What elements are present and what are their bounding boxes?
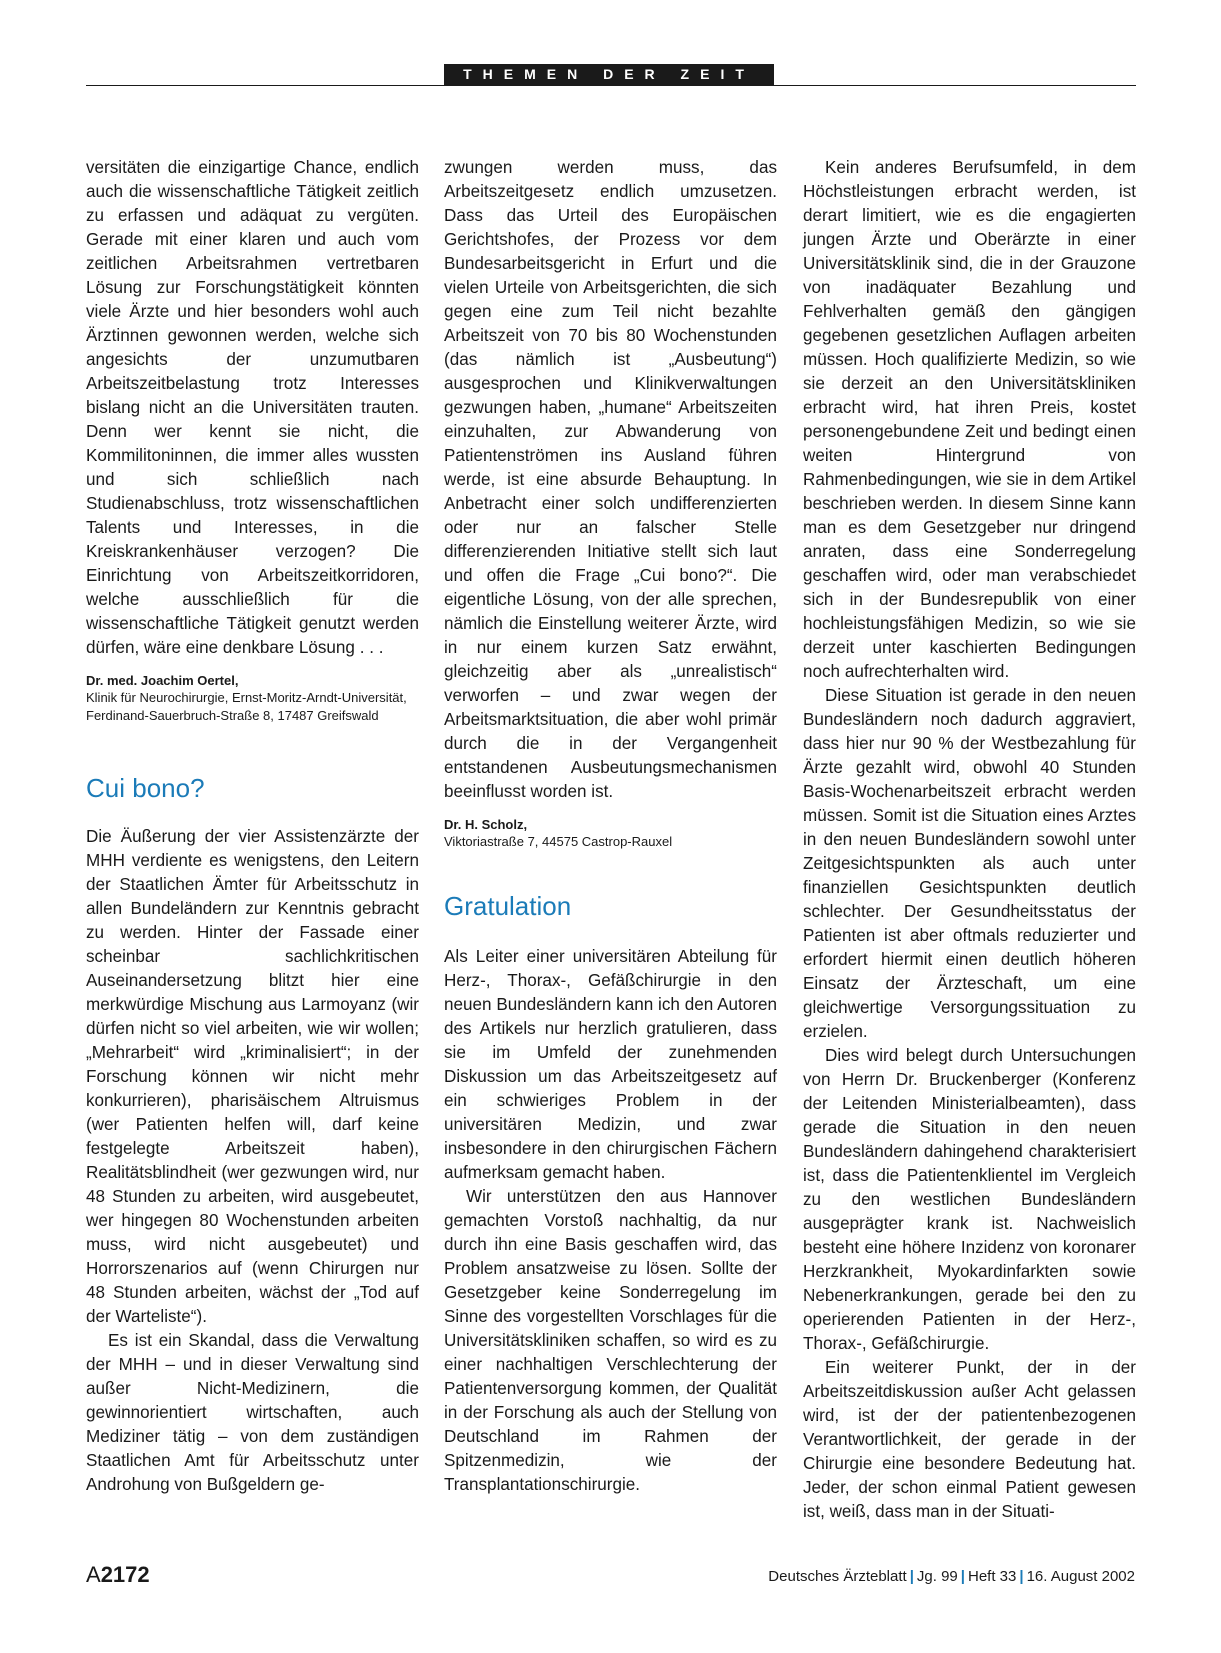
letter2-paragraph-2: Es ist ein Skandal, dass die Verwaltung der MHH – und in dieser Verwaltung sind außer Nicht-Medizinern, die gewinnorientiert wirtschaften, auch Mediziner tätig – von dem zuständigen Staatlichen Amt für Arbeitsschutz unter Androhung von Bußgeldern ge- bbox=[86, 1331, 419, 1494]
issue: Heft 33 bbox=[967, 1568, 1017, 1585]
letter3-paragraph-4: Diese Situation ist gerade in den neuen Bundesländern noch dadurch aggraviert, dass hier nur 90 % der Westbezahlung für Ärzte gezahlt wird, obwohl 40 Stunden Basis-Wochenarbeitszeit erbracht werden müssen. Somit ist die Situation eines Arztes in den neuen Bundesländern sowohl unter Zeitgesichtspunkten als auch unter finanziellen Gesichtspunkten deutlich schlechter. Der Gesundheitsstatus der Patienten ist aber oftmals reduzierter und erfordert hiermit einen deutlich höheren Einsatz der Ärzteschaft, um eine gleichwertige Versorgungssituation zu erzielen. bbox=[803, 686, 1136, 1041]
separator: | bbox=[1019, 1568, 1024, 1585]
letter3-paragraph-5: Dies wird belegt durch Untersuchungen von Herrn Dr. Bruckenberger (Konferenz der Leitenden Ministerialbeamten), dass gerade die Situation in den neuen Bundesländern dahingehend charakterisiert ist, dass die Patientenklientel im Vergleich zu den westlichen Bundesländern ausgeprägter krank ist. Nachweislich besteht eine höhere Inzidenz von koronarer Herzkrankheit, Myokardinfarkten sowie Nebenerkrankungen, gerade bei den zu operierenden Patienten in der Herz-, Thorax-, Gefäßchirurgie. bbox=[803, 1046, 1136, 1353]
letter2-author: Dr. H. Scholz, bbox=[444, 817, 528, 832]
page-number-value: 2172 bbox=[100, 1562, 150, 1587]
journal-name: Deutsches Ärzteblatt bbox=[768, 1568, 907, 1585]
separator: | bbox=[960, 1568, 965, 1585]
letter3-paragraph-6: Ein weiterer Punkt, der in der Arbeitszeitdiskussion außer Acht gelassen wird, ist der der patientenbezogenen Verantwortlichkeit, der gerade in der Chirurgie eine besondere Bedeutung hat. Jeder, der schon einmal Patient gewesen ist, weiß, dass man in der Situati- bbox=[803, 1358, 1136, 1521]
letter3-paragraph-1: Als Leiter einer universitären Abteilung für Herz-, Thorax-, Gefäßchirurgie in den neuen Bundesländern kann ich den Autoren des Artikels nur herzlich gratulieren, dass sie im Umfeld der zunehmenden Diskussion um das Arbeitszeitgesetz auf ein schwieriges Problem in der universitären Medizin, und zwar insbesondere in den chirurgischen Fächern aufmerksam gemacht haben. bbox=[444, 947, 777, 1182]
letter3-paragraph-2: Wir unterstützen den aus Hannover gemachten Vorstoß nachhaltig, da nur durch ihn eine Basis geschaffen wird, das Problem ansatzweise zu lösen. Sollte der Gesetzgeber keine Sonderregelung im Sinne des vorgestellten Vorschlages für die Universitätskliniken schaffen, so wird es zu einer nachhaltigen Verschlechterung der Patientenversorgung kommen, der Qualität in der Forschung als auch der Stellung von Deutschland im Rahmen der Spitzenmedizin, wie der Transplantationschirurgie. bbox=[444, 1187, 777, 1494]
letter1-author: Dr. med. Joachim Oertel, bbox=[86, 673, 239, 688]
letter2-address: Viktoriastraße 7, 44575 Castrop-Rauxel bbox=[444, 834, 673, 849]
publication-date: 16. August 2002 bbox=[1026, 1568, 1135, 1585]
page-number bbox=[86, 1562, 150, 1588]
letter3-paragraph-3: Kein anderes Berufsumfeld, in dem Höchstleistungen erbracht werden, ist derart limitiert, wie es die engagierten jungen Ärzte und Oberärzte in einer Universitätsklinik sind, die in der Grauzone von inadäquater Bezahlung und Fehlverhalten gemäß den gängigen gegebenen gesetzlichen Auflagen arbeiten müssen. Hoch qualifizierte Medizin, so wie sie derzeit an den Universitätskliniken erbracht wird, hat ihren Preis, kostet personengebundene Zeit und bedingt einen weiten Hintergrund von Rahmenbedingungen, wie sie in dem Artikel beschrieben werden. In diesem Sinne kann man es dem Gesetzgeber nur dringend anraten, dass eine Sonderregelung geschaffen wird, oder man verabschiedet sich in der Bundesrepublik von einer hochleistungsfähigen Medizin, so wie sie derzeit unter kaschierten Bedingungen noch aufrechterhalten wird. bbox=[803, 158, 1136, 681]
heading-gratulation: Gratulation bbox=[444, 891, 572, 921]
column-3 bbox=[803, 156, 1136, 1524]
letter1-affiliation: Klinik für Neurochirurgie, Ernst-Moritz-Arndt-Universität, bbox=[86, 690, 407, 705]
letter2-paragraph-1: Die Äußerung der vier Assistenzärzte der MHH verdiente es wenigstens, den Leitern der Staatlichen Ämter für Arbeitsschutz in allen Bundeländern zur Kenntnis gebracht zu werden. Hinter der Fassade einer scheinbar sachlichkritischen Auseinandersetzung blitzt hier eine merkwürdige Mischung aus Larmoyanz (wir dürfen nicht so viel arbeiten, wie wir wollen; „Mehrarbeit“ wird „kriminalisiert“; in der Forschung können wir nicht mehr konkurrieren), pharisäischem Altruismus (wer Patienten helfen will, darf keine festgelegte Arbeitszeit haben), Realitätsblindheit (wer gezwungen wird, nur 48 Stunden zu arbeiten, wird ausgebeutet, wer hingegen 80 Wochenstunden arbeiten muss, wird nicht ausgebeutet) und Horrorszenarios auf (wenn Chirurgen nur 48 Stunden arbeiten, wächst der „Tod auf der Warteliste“). bbox=[86, 827, 419, 1326]
page-prefix: A bbox=[86, 1562, 101, 1587]
header-rule bbox=[86, 85, 1136, 86]
letter2-paragraph-3: zwungen werden muss, das Arbeitszeitgesetz endlich umzusetzen. Dass das Urteil des Europäischen Gerichtshofes, der Prozess vor dem Bundesarbeitsgericht in Erfurt und die vielen Urteile von Arbeitsgerichten, die sich gegen eine zum Teil nicht bezahlte Arbeitszeit von 70 bis 80 Wochenstunden (das nämlich ist „Ausbeutung“) ausgesprochen und Klinikverwaltungen gezwungen haben, „humane“ Arbeitszeiten einzuhalten, zur Abwanderung von Patientenströmen ins Ausland führen werde, ist eine absurde Behauptung. In Anbetracht einer solch undifferenzierten oder nur an falscher Stelle differenzierenden Initiative stellt sich laut und offen die Frage „Cui bono?“. Die eigentliche Lösung, von der alle sprechen, nämlich die Einstellung weiterer Ärzte, wird in nur einem kurzen Satz erwähnt, gleichzeitig aber als „unrealistisch“ verworfen – und zwar wegen der Arbeitsmarktsituation, die aber wohl primär durch die in der Vergangenheit entstandenen Ausbeutungsmechanismen beeinflusst worden ist. bbox=[444, 158, 777, 801]
publication-info bbox=[768, 1568, 1135, 1585]
letter1-address: Ferdinand-Sauerbruch-Straße 8, 17487 Greifswald bbox=[86, 708, 379, 723]
separator: | bbox=[909, 1568, 914, 1585]
volume: Jg. 99 bbox=[916, 1568, 958, 1585]
column-2 bbox=[444, 156, 777, 1497]
section-label: THEMEN DER ZEIT bbox=[444, 64, 774, 85]
column-1 bbox=[86, 156, 419, 1497]
letter1-paragraph: versitäten die einzigartige Chance, endlich auch die wissenschaftliche Tätigkeit zeitlich zu erfassen und adäquat zu vergüten. Gerade mit einer klaren und auch vom zeitlichen Arbeitsrahmen vertretbaren Lösung zur Forschungstätigkeit könnten viele Ärzte und hier besonders wohl auch Ärztinnen gewonnen werden, welche sich angesichts der unzumutbaren Arbeitszeitbelastung trotz Interesses bislang nicht an die Universitäten trauten. Denn wer kennt sie nicht, die Kommilitoninnen, die immer alles wussten und sich schließlich nach Studienabschluss, trotz wissenschaftlichen Talents und Interesses, in die Kreiskrankenhäuser verzogen? Die Einrichtung von Arbeitszeitkorridoren, welche ausschließlich für die wissenschaftliche Tätigkeit genutzt werden dürfen, wäre eine denkbare Lösung . . . bbox=[86, 158, 419, 657]
heading-cui-bono: Cui bono? bbox=[86, 773, 205, 803]
